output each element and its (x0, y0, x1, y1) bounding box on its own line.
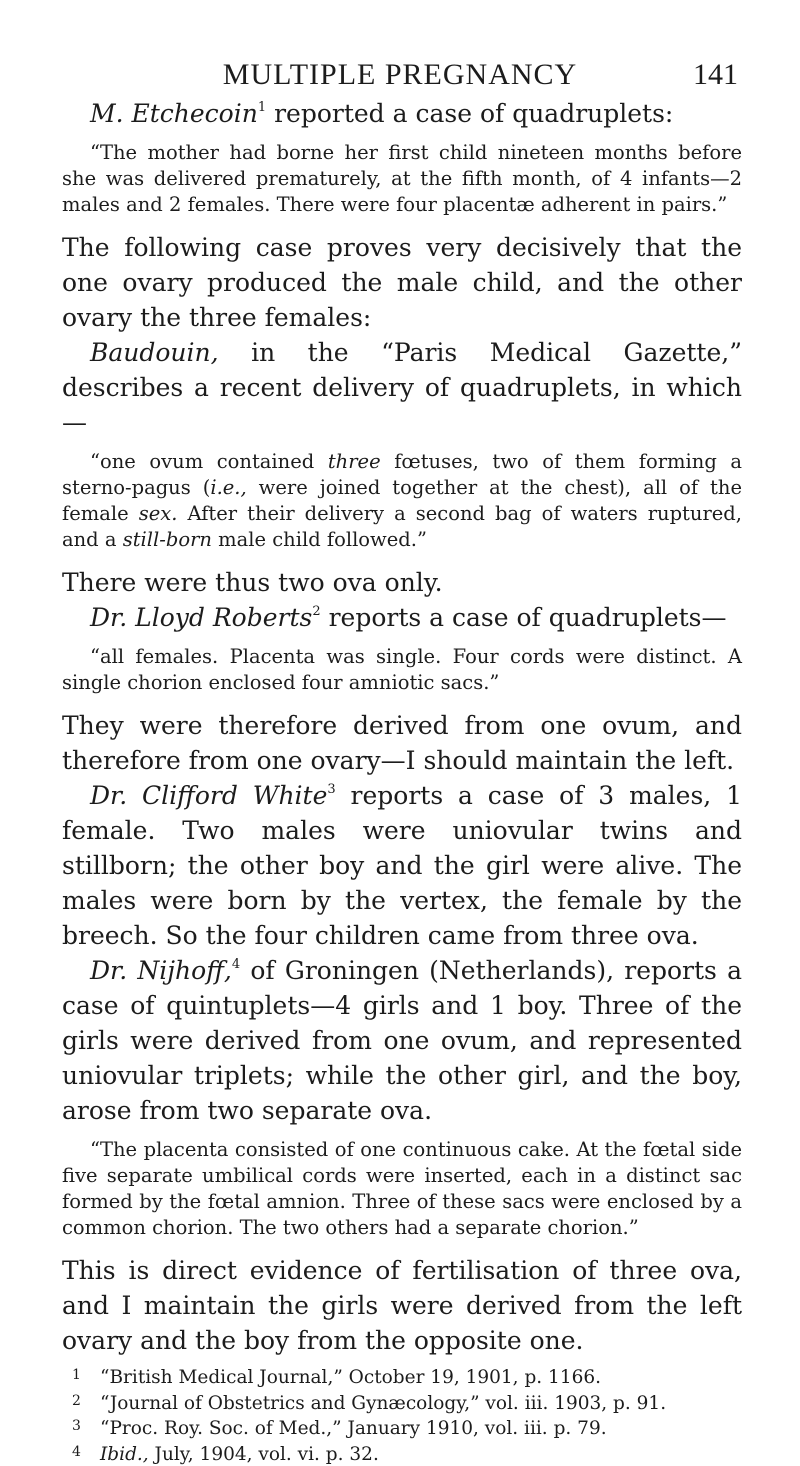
footnote-ref: 1 (258, 100, 266, 115)
paragraph-two-ova: There were thus two ova only. (62, 565, 742, 600)
paragraph-text: reported a case of quadruplets: (266, 99, 673, 128)
quote-text: male child followed.” (212, 528, 427, 551)
footnote-text: “Proc. Roy. Soc. of Med.,” January 1910, vol. iii. p. 79. (100, 1418, 607, 1439)
footnote (62, 1364, 742, 1390)
quote-text: “one ovum contained (90, 450, 328, 473)
paragraph-one-ovum: They were therefore derived from one ovum, and therefore from one ovary—I should maintain the left. (62, 708, 742, 778)
paragraph-clifford-white (62, 778, 742, 953)
footnote-text: “Journal of Obstetrics and Gynæcology,” vol. iii. 1903, p. 91. (100, 1393, 666, 1414)
footnote (62, 1441, 742, 1466)
page-number: 141 (693, 58, 738, 92)
footnote-mark: 3 (72, 1415, 100, 1439)
paragraph-text: of Groningen (Netherlands), reports a case of quintuplets—4 girls and 1 boy. Three of the girls were derived from one ovum, and represented uniovular triplets; while the other girl, and the boy, arose from two separate ova. (62, 956, 742, 1125)
author-name: Dr. Lloyd Roberts (90, 603, 312, 632)
paragraph-text: reports a case of quadruplets— (321, 603, 727, 632)
quote-emphasis: still-born (123, 528, 212, 551)
footnote-ref: 2 (312, 604, 320, 619)
author-name: Dr. Clifford White (90, 781, 327, 810)
quotation-etchecoin: “The mother had borne her first child nineteen months before she was delivered prematurely, at the fifth month, of 4 infants—2 males and 2 females. There were four placentæ adherent in pairs.” (62, 140, 742, 218)
footnotes (62, 1364, 742, 1466)
quotation-nijhoff: “The placenta consisted of one continuous cake. At the fœtal side five separate umbilical cords were inserted, each in a distinct sac formed by the fœtal amnion. Three of these sacs were enclosed by a common chorion. The two others had a separate chorion.” (62, 1137, 742, 1241)
quote-text: After their delivery a second bag of waters ruptured, and a (62, 502, 742, 551)
quote-emphasis: sex. (139, 502, 178, 525)
quote-text: fœtuses, two of them forming a sterno-pagus ( (62, 450, 742, 499)
paragraph-nijhoff (62, 953, 742, 1128)
paragraph-following-case: The following case proves very decisively that the one ovary produced the male child, and the other ovary the three females: (62, 230, 742, 335)
footnote-text: July, 1904, vol. vi. p. 32. (149, 1444, 379, 1465)
quote-emphasis: three (328, 450, 381, 473)
footnote-mark: 1 (72, 1364, 100, 1388)
footnote (62, 1390, 742, 1416)
quote-text: were joined together at the chest), all of the female (62, 476, 742, 525)
paragraph-etchecoin (62, 96, 742, 131)
paragraph-text: in the “Paris Medical Gazette,” describes a recent delivery of quadruplets, in which— (62, 338, 742, 437)
author-name: Dr. Nijhoff, (90, 956, 232, 985)
quote-emphasis: i.e., (210, 476, 246, 499)
paragraph-lloyd-roberts (62, 600, 742, 635)
page-body (62, 96, 742, 1466)
footnote-ref: 3 (327, 782, 335, 797)
footnote-mark: 4 (72, 1441, 100, 1465)
running-head: MULTIPLE PREGNANCY (0, 58, 800, 92)
footnote-text: “British Medical Journal,” October 19, 1901, p. 1166. (100, 1367, 601, 1388)
quotation-baudouin (62, 449, 742, 553)
author-name: Baudouin, (90, 338, 219, 367)
page-header (0, 58, 800, 98)
paragraph-baudouin (62, 335, 742, 440)
author-name: M. Etchecoin (90, 99, 258, 128)
footnote-ref: 4 (232, 957, 240, 972)
paragraph-conclusion: This is direct evidence of fertilisation of three ova, and I maintain the girls were derived from the left ovary and the boy from the opposite one. (62, 1253, 742, 1358)
footnote (62, 1415, 742, 1441)
footnote-ibid: Ibid., (100, 1444, 149, 1465)
paragraph-text: reports a case of 3 males, 1 female. Two males were uniovular twins and stillborn; the other boy and the girl were alive. The males were born by the vertex, the female by the breech. So the four children came from three ova. (62, 781, 742, 950)
quotation-lloyd-roberts: “all females. Placenta was single. Four cords were distinct. A single chorion enclosed four amniotic sacs.” (62, 644, 742, 696)
footnote-mark: 2 (72, 1390, 100, 1414)
